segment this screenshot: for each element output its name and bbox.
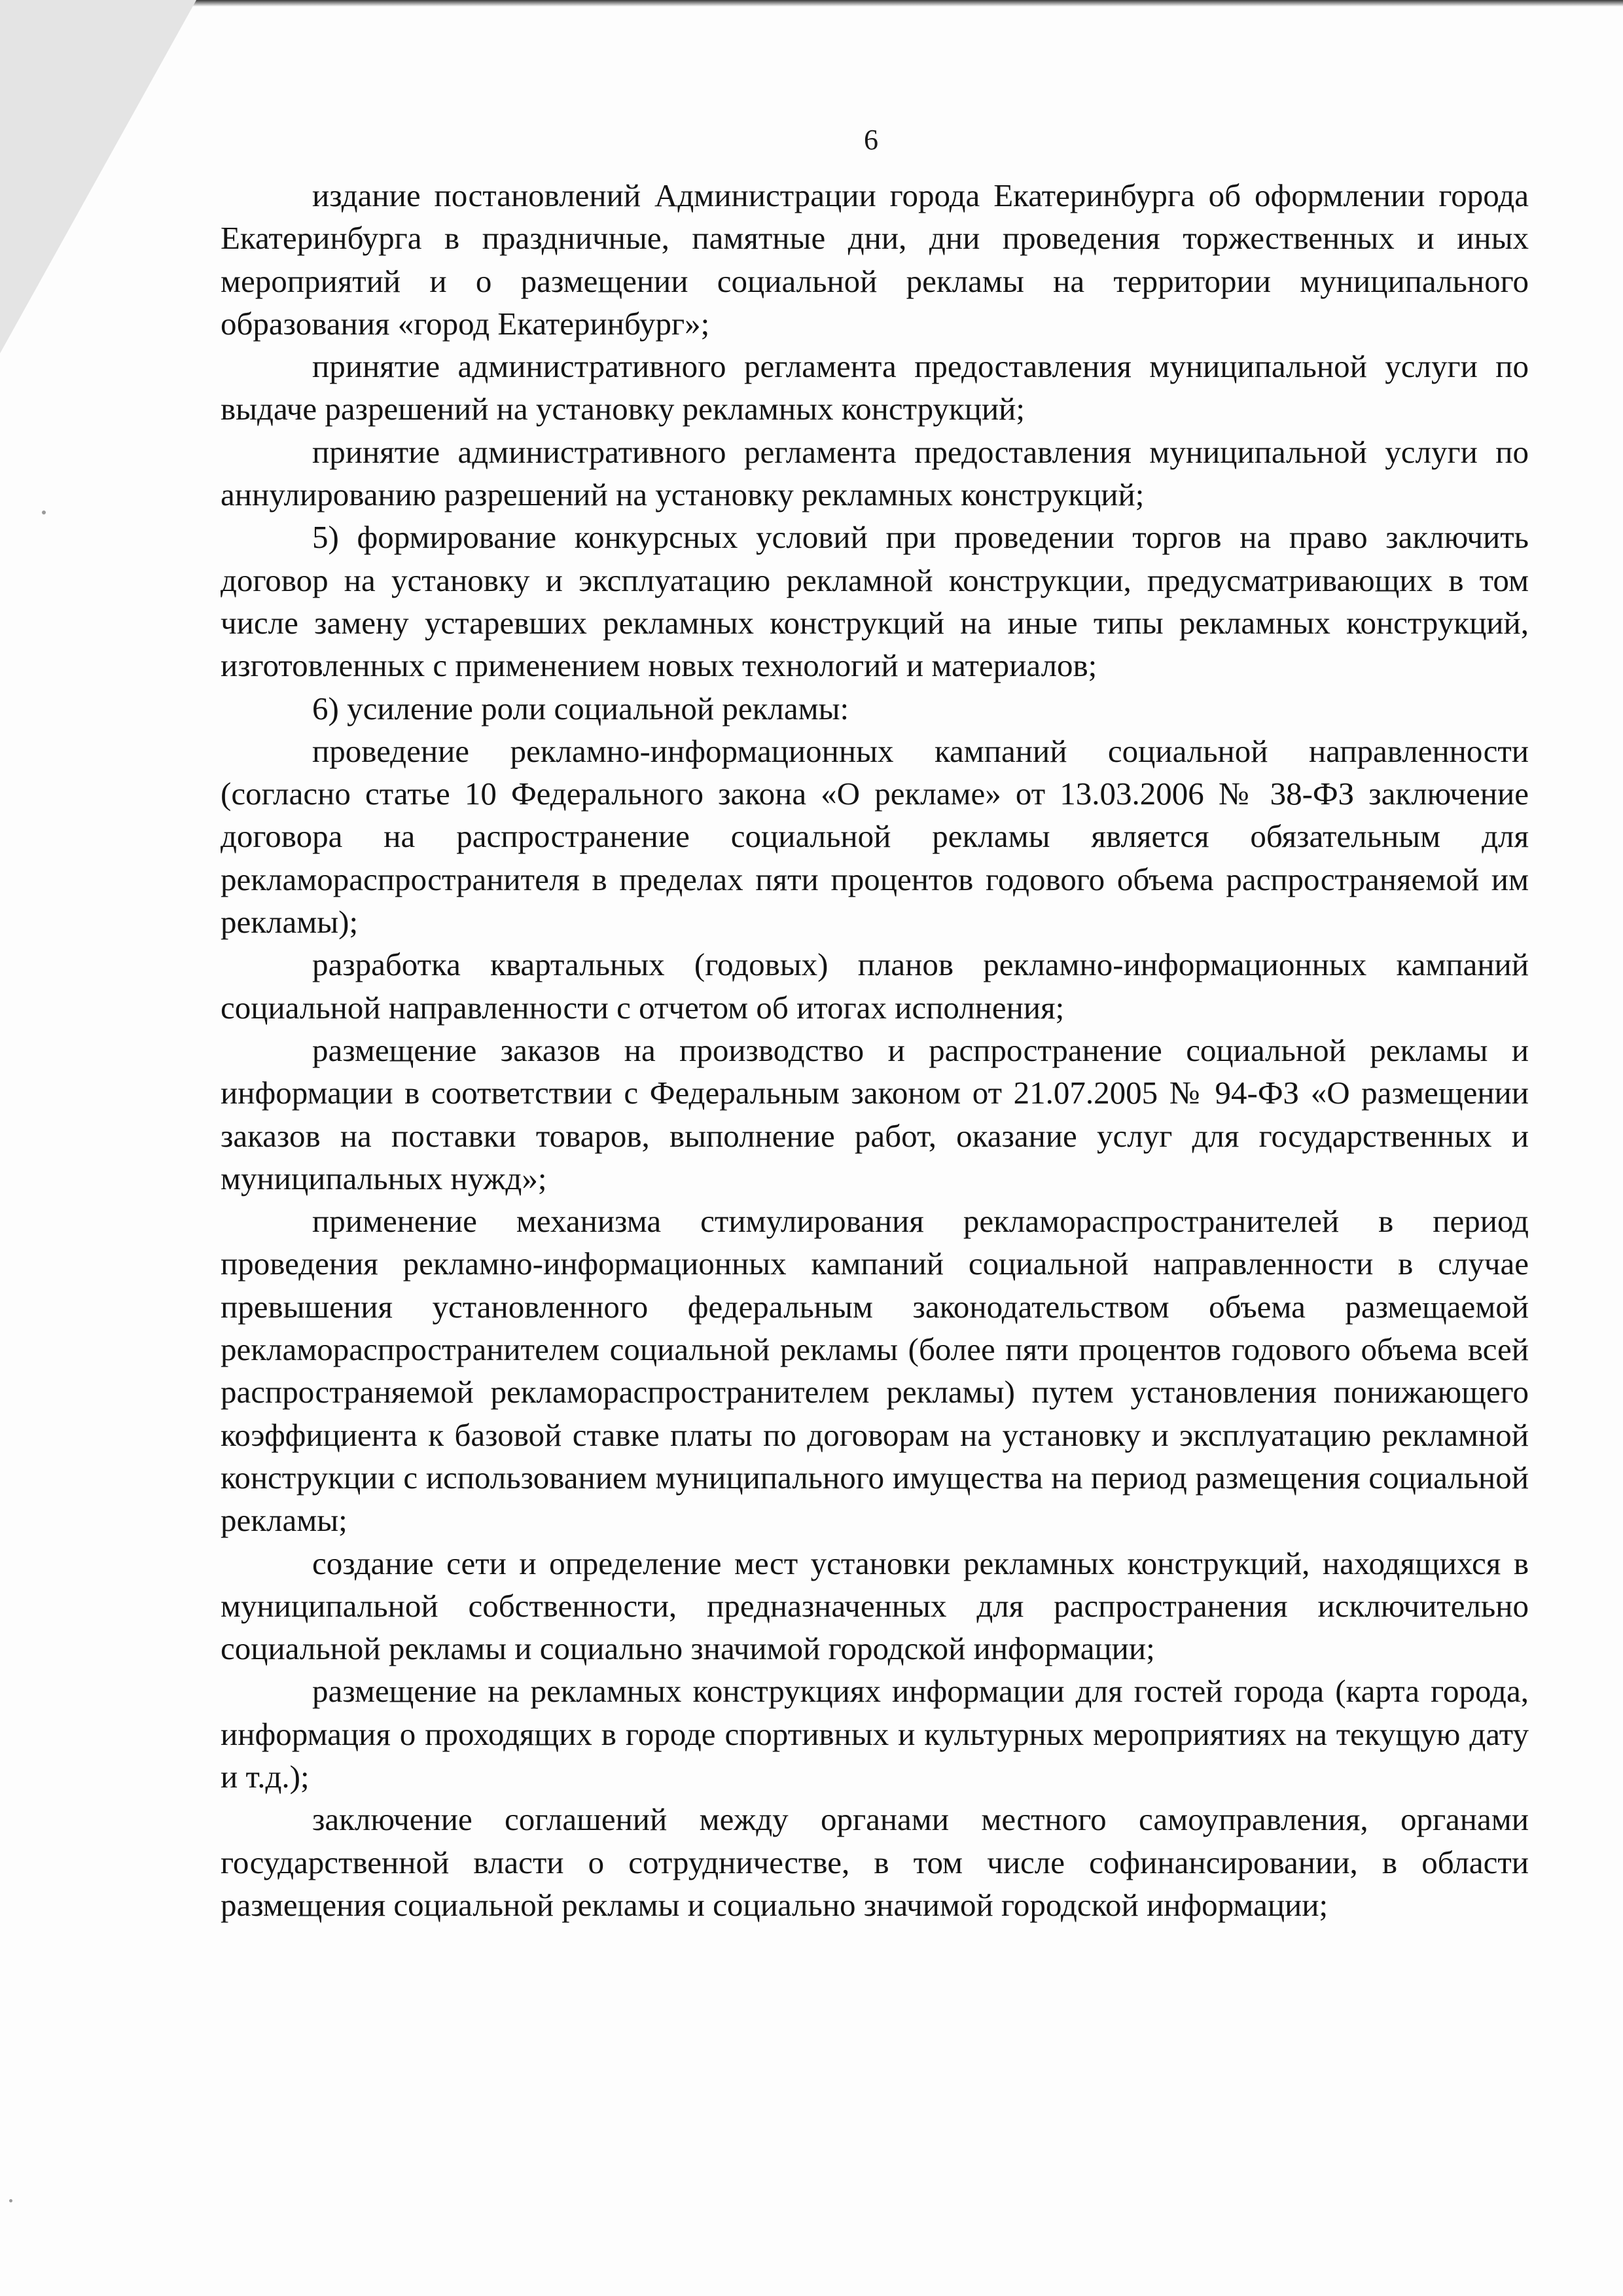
document-body [221,174,1529,1926]
scan-speck [42,511,46,514]
scan-edge [0,0,1623,7]
folded-corner [0,0,196,353]
paragraph: размещение на рекламных конструкциях информации для гостей города (карта города, информация о проходящих в городе спортивных и культурных мероприятиях на текущую дату и т.д.); [221,1673,1529,1795]
paragraph: размещение заказов на производство и распространение социальной рекламы и информации в соответствии с Федеральным законом от 21.07.2005 № 94-ФЗ «О размещении заказов на поставки товаров, выполнение работ, оказание услуг для государственных и муниципальных нужд»; [221,1031,1529,1196]
paragraph: заключение соглашений между органами местного самоуправления, органами государственной власти о сотрудничестве, в том числе софинансировании, в области размещения социальной рекламы и социально значимой городской информации; [221,1801,1529,1923]
paragraph: 6) усиление роли социальной рекламы: [312,690,849,726]
paragraph: издание постановлений Администрации города Екатеринбурга об оформлении города Екатеринбурга в праздничные, памятные дни, дни проведения торжественных и иных мероприятий и о размещении социальной рекламы на территории муниципального образования «город Екатеринбург»; [221,177,1529,342]
page-number: 6 [864,124,878,156]
paragraph: проведение рекламно-информационных кампаний социальной направленности (согласно статье 10 Федерального закона «О рекламе» от 13.03.2006 № 38-ФЗ заключение договора на распространение социальной рекламы является обязательным для рекламораспространителя в пределах пяти процентов годового объема распространяемой им рекламы); [221,732,1529,941]
paragraph: принятие административного регламента предоставления муниципальной услуги по выдаче разрешений на установку рекламных конструкций; [221,348,1529,427]
paragraph: принятие административного регламента предоставления муниципальной услуги по аннулированию разрешений на установку рекламных конструкций; [221,433,1529,513]
paragraph: применение механизма стимулирования рекламораспространителей в период проведения рекламно-информационных кампаний социальной направленности в случае превышения установленного федеральным законодательством объема размещаемой рекламораспространителем социальной рекламы (более пяти процентов годового объема всей распространяемой рекламораспространителем рекламы) путем установления понижающего коэффициента к базовой ставке платы по договорам на установку и эксплуатацию рекламной конструкции с использованием муниципального имущества на период размещения социальной рекламы; [221,1203,1529,1539]
paragraph: создание сети и определение мест установки рекламных конструкций, находящихся в муниципальной собственности, предназначенных для распространения исключительно социальной рекламы и социально значимой городской информации; [221,1545,1529,1667]
paragraph: разработка квартальных (годовых) планов рекламно-информационных кампаний социальной направленности с отчетом об итогах исполнения; [221,946,1529,1026]
scan-speck [9,2199,12,2202]
paragraph: 5) формирование конкурсных условий при проведении торгов на право заключить договор на установку и эксплуатацию рекламной конструкции, предусматривающих в том числе замену устаревших рекламных конструкций на иные типы рекламных конструкций, изготовленных с применением новых технологий и материалов; [221,519,1529,684]
